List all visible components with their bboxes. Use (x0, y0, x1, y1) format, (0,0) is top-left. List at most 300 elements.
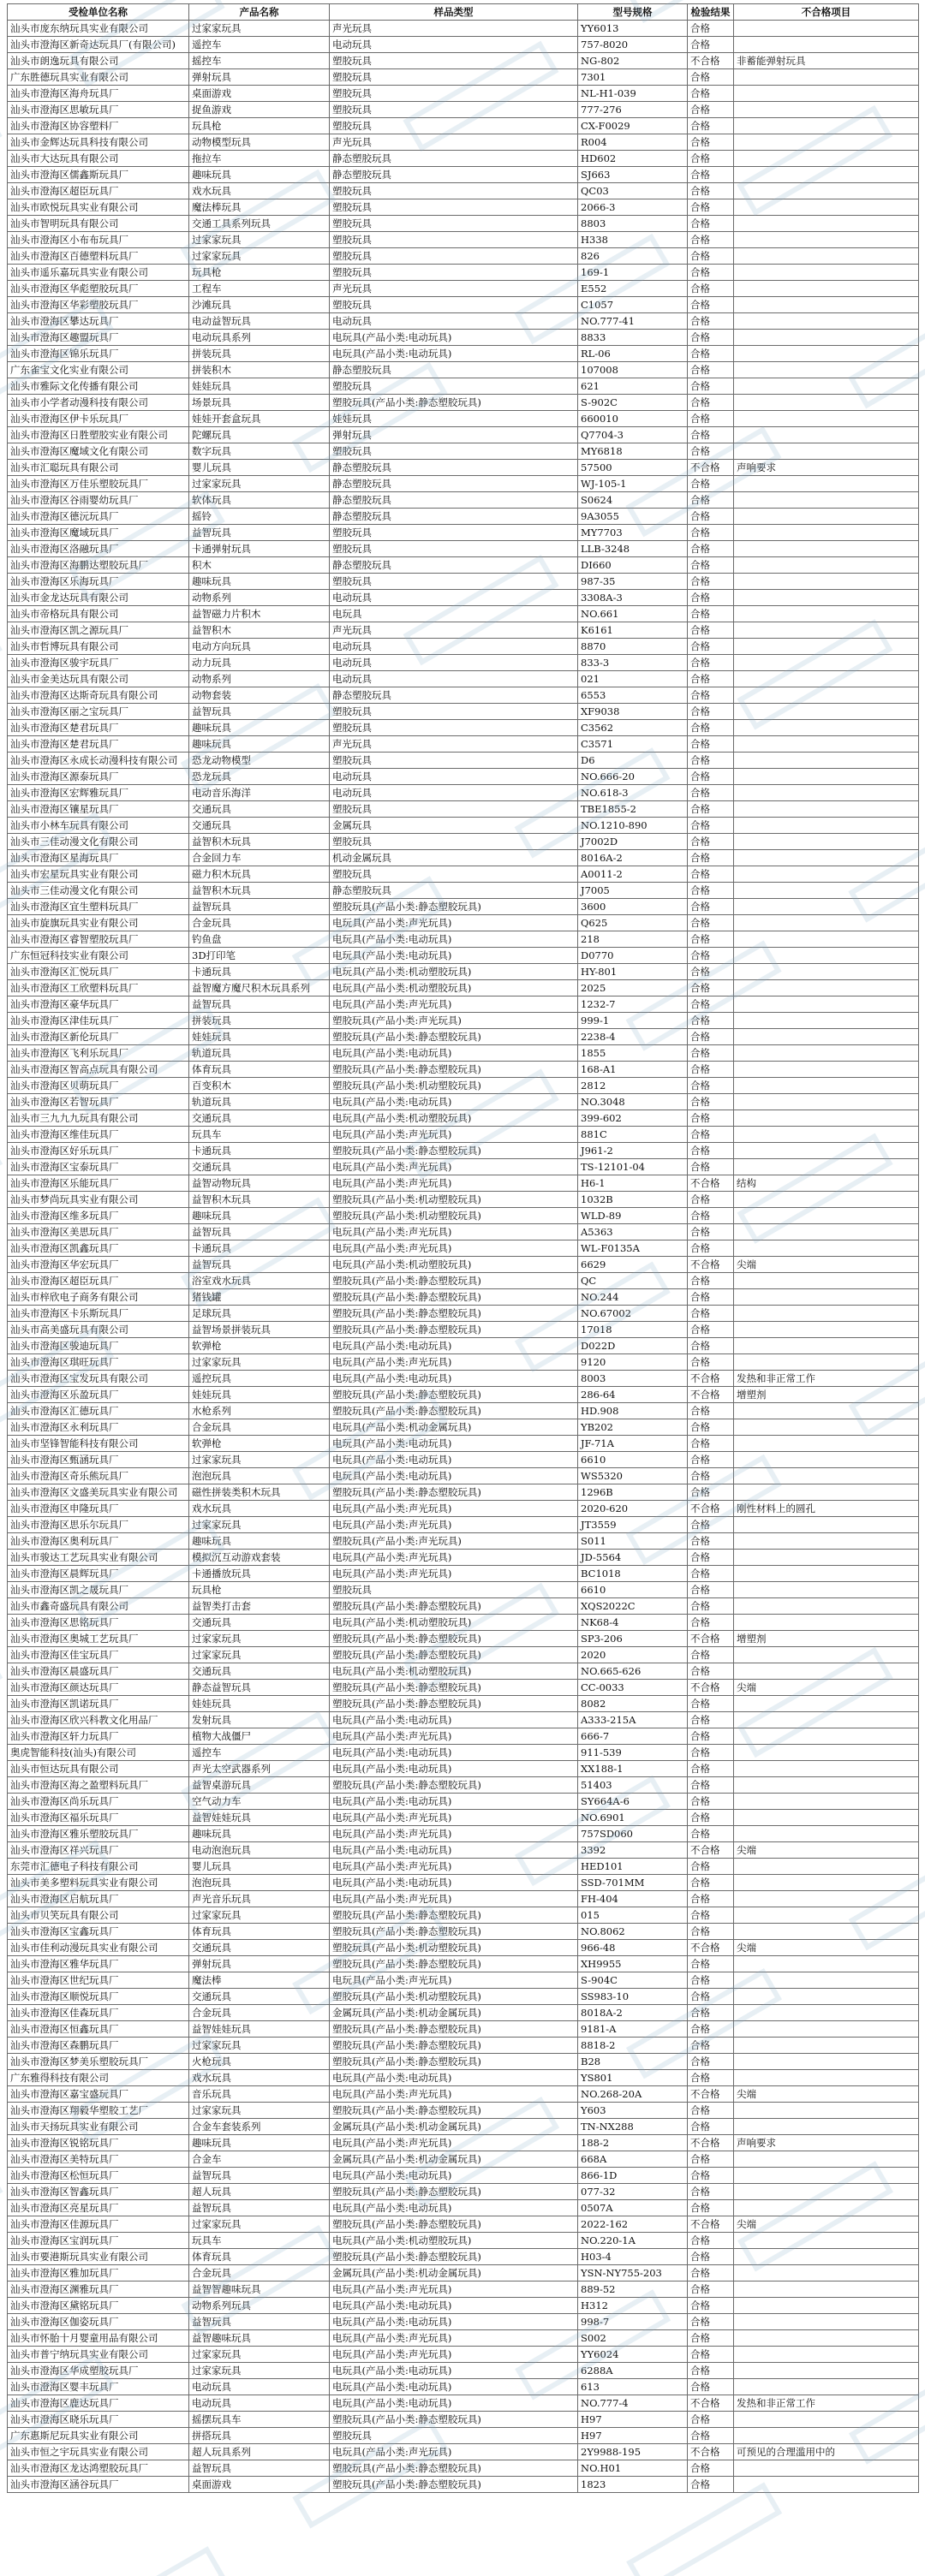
cell-company: 汕头市小林车玩具有限公司 (8, 818, 189, 834)
cell-model: YSN-NY755-203 (578, 2265, 688, 2282)
cell-company: 汕头市澄海区龙达鸿塑胶玩具厂 (8, 2460, 189, 2477)
cell-sample-type: 塑胶玩具(产品小类:静态塑胶玩具) (330, 1403, 578, 1419)
cell-result: 不合格 (688, 2395, 734, 2412)
cell-model: 621 (578, 378, 688, 395)
table-row (8, 2070, 919, 2086)
table-row (8, 86, 919, 102)
cell-sample-type: 电玩具(产品小类:声光玩具) (330, 915, 578, 931)
cell-sample-type: 塑胶玩具(产品小类:静态塑胶玩具) (330, 1598, 578, 1615)
cell-result: 合格 (688, 2103, 734, 2119)
cell-failed-items: 尖端 (734, 2086, 919, 2103)
cell-result: 合格 (688, 1907, 734, 1924)
cell-failed-items (734, 2412, 919, 2428)
table-row (8, 1663, 919, 1680)
cell-result: 合格 (688, 281, 734, 297)
cell-model: 757-8020 (578, 37, 688, 53)
cell-product: 桌面游戏 (189, 86, 330, 102)
cell-product: 超人玩具系列 (189, 2444, 330, 2460)
cell-sample-type: 塑胶玩具 (330, 183, 578, 199)
cell-model: 57500 (578, 460, 688, 476)
cell-sample-type: 塑胶玩具(产品小类:静态塑胶玩具) (330, 1777, 578, 1794)
cell-result: 合格 (688, 639, 734, 655)
table-row (8, 1989, 919, 2005)
cell-model: C3571 (578, 736, 688, 753)
cell-company: 汕头市澄海区美特玩具厂 (8, 2151, 189, 2168)
cell-model: 1855 (578, 1045, 688, 1062)
cell-failed-items (734, 622, 919, 639)
cell-sample-type: 塑胶玩具(产品小类:机动塑胶玩具) (330, 1989, 578, 2005)
cell-result: 不合格 (688, 1257, 734, 1273)
cell-sample-type: 电玩具(产品小类:声光玩具) (330, 1859, 578, 1875)
table-row (8, 53, 919, 69)
cell-failed-items (734, 2119, 919, 2135)
cell-company: 汕头市小学者动漫科技有限公司 (8, 395, 189, 411)
cell-sample-type: 电玩具(产品小类:声光玩具) (330, 1826, 578, 1842)
cell-sample-type: 塑胶玩具 (330, 720, 578, 736)
table-row (8, 1175, 919, 1192)
cell-sample-type: 塑胶玩具(产品小类:静态塑胶玩具) (330, 1631, 578, 1647)
cell-sample-type: 电玩具(产品小类:电动玩具) (330, 1452, 578, 1468)
table-row (8, 362, 919, 378)
cell-failed-items (734, 2282, 919, 2298)
cell-company: 汕头市澄海区若智玩具厂 (8, 1094, 189, 1110)
table-row (8, 248, 919, 265)
table-row (8, 1468, 919, 1484)
cell-failed-items (734, 2070, 919, 2086)
table-row (8, 1810, 919, 1826)
cell-company: 汕头市澄海区楚君玩具厂 (8, 720, 189, 736)
cell-model: Q625 (578, 915, 688, 931)
cell-product: 卡通玩具 (189, 964, 330, 980)
cell-result: 合格 (688, 1663, 734, 1680)
cell-company: 汕头市澄海区睿智塑胶玩具厂 (8, 931, 189, 948)
cell-product: 泡泡玩具 (189, 1875, 330, 1891)
cell-company: 汕头市梓欣电子商务有限公司 (8, 1289, 189, 1306)
cell-model: 2238-4 (578, 1029, 688, 1045)
cell-product: 趣味玩具 (189, 2135, 330, 2151)
cell-result: 合格 (688, 1712, 734, 1728)
cell-sample-type: 电玩具(产品小类:声光玩具) (330, 2086, 578, 2103)
table-row (8, 1712, 919, 1728)
cell-model: 881C (578, 1127, 688, 1143)
cell-model: MY7703 (578, 525, 688, 541)
cell-sample-type: 塑胶玩具(产品小类:静态塑胶玩具) (330, 2216, 578, 2233)
cell-model: E552 (578, 281, 688, 297)
cell-product: 猪钱罐 (189, 1289, 330, 1306)
cell-product: 过家家玩具 (189, 1907, 330, 1924)
cell-model: 999-1 (578, 1013, 688, 1029)
cell-failed-items (734, 753, 919, 769)
table-row (8, 2363, 919, 2379)
cell-result: 合格 (688, 1062, 734, 1078)
cell-product: 交通玩具 (189, 818, 330, 834)
cell-sample-type: 塑胶玩具 (330, 541, 578, 557)
cell-company: 汕头市澄海区甄涵玩具厂 (8, 1452, 189, 1468)
table-row (8, 1403, 919, 1419)
table-row (8, 199, 919, 216)
cell-model: NO.220-1A (578, 2233, 688, 2249)
cell-product: 合金回力车 (189, 850, 330, 866)
cell-company: 汕头市恒之宇玩具实业有限公司 (8, 2444, 189, 2460)
cell-product: 益智玩具 (189, 2200, 330, 2216)
table-row (8, 769, 919, 785)
table-row (8, 590, 919, 606)
cell-sample-type: 塑胶玩具(产品小类:机动塑胶玩具) (330, 1208, 578, 1224)
cell-model: C1057 (578, 297, 688, 313)
cell-model: 8818-2 (578, 2038, 688, 2054)
cell-product: 摇摆玩具车 (189, 2412, 330, 2428)
cell-model: YY6013 (578, 21, 688, 37)
cell-company: 广东雅得科技有限公司 (8, 2070, 189, 2086)
cell-company: 汕头市澄海区黛铭玩具厂 (8, 2298, 189, 2314)
cell-result: 合格 (688, 183, 734, 199)
cell-model: S011 (578, 1533, 688, 1550)
cell-sample-type: 塑胶玩具(产品小类:静态塑胶玩具) (330, 1062, 578, 1078)
cell-result: 合格 (688, 1989, 734, 2005)
table-row (8, 655, 919, 671)
cell-result: 不合格 (688, 460, 734, 476)
cell-model: XF9038 (578, 704, 688, 720)
cell-failed-items (734, 232, 919, 248)
cell-sample-type: 电动玩具 (330, 785, 578, 801)
table-row (8, 1013, 919, 1029)
cell-product: 益智积木玩具 (189, 883, 330, 899)
cell-sample-type: 电玩具(产品小类:声光玩具) (330, 1566, 578, 1582)
cell-sample-type: 塑胶玩具(产品小类:静态塑胶玩具) (330, 2021, 578, 2038)
cell-sample-type: 静态塑胶玩具 (330, 151, 578, 167)
cell-sample-type: 电动玩具 (330, 37, 578, 53)
cell-model: S-904C (578, 1972, 688, 1989)
cell-sample-type: 塑胶玩具 (330, 574, 578, 590)
cell-sample-type: 电玩具(产品小类:电动玩具) (330, 1094, 578, 1110)
cell-company: 汕头市澄海区攀达玩具厂 (8, 313, 189, 330)
table-row (8, 2477, 919, 2493)
cell-sample-type: 电玩具(产品小类:电动玩具) (330, 1712, 578, 1728)
cell-product: 交通玩具 (189, 1989, 330, 2005)
cell-failed-items (734, 2363, 919, 2379)
cell-failed-items: 发热和非正常工作 (734, 1371, 919, 1387)
cell-result: 合格 (688, 541, 734, 557)
cell-failed-items (734, 1354, 919, 1371)
cell-result: 合格 (688, 834, 734, 850)
cell-failed-items: 声响要求 (734, 2135, 919, 2151)
cell-result: 合格 (688, 1696, 734, 1712)
cell-company: 汕头市澄海区日胜塑胶实业有限公司 (8, 427, 189, 443)
cell-result: 合格 (688, 216, 734, 232)
cell-sample-type: 电玩具(产品小类:声光玩具) (330, 2135, 578, 2151)
cell-result: 合格 (688, 1127, 734, 1143)
cell-product: 过家家玩具 (189, 2216, 330, 2233)
cell-sample-type: 声光玩具 (330, 134, 578, 151)
cell-result: 合格 (688, 2298, 734, 2314)
cell-failed-items (734, 1696, 919, 1712)
cell-failed-items (734, 37, 919, 53)
table-row (8, 574, 919, 590)
cell-model: 107008 (578, 362, 688, 378)
cell-product: 软弹枪 (189, 1338, 330, 1354)
cell-failed-items (734, 1110, 919, 1127)
cell-failed-items (734, 443, 919, 460)
cell-company: 汕头市澄海区维多玩具厂 (8, 1208, 189, 1224)
cell-company: 汕头市澄海区世纪玩具厂 (8, 1972, 189, 1989)
cell-product: 益智趣味玩具 (189, 2330, 330, 2347)
cell-product: 电动玩具 (189, 2395, 330, 2412)
cell-company: 汕头市澄海区宝发玩具有限公司 (8, 1371, 189, 1387)
cell-failed-items (734, 1452, 919, 1468)
table-row (8, 1728, 919, 1745)
cell-result: 合格 (688, 265, 734, 281)
cell-result: 合格 (688, 1029, 734, 1045)
cell-result: 合格 (688, 346, 734, 362)
cell-failed-items: 尖端 (734, 1940, 919, 1956)
cell-product: 拼装玩具 (189, 1013, 330, 1029)
cell-product: 遥控车 (189, 37, 330, 53)
table-row (8, 606, 919, 622)
table-row (8, 2119, 919, 2135)
cell-model: WL-F0135A (578, 1240, 688, 1257)
cell-sample-type: 电玩具(产品小类:机动塑胶玩具) (330, 1257, 578, 1273)
table-row (8, 2412, 919, 2428)
cell-failed-items: 尖端 (734, 1680, 919, 1696)
cell-sample-type: 塑胶玩具(产品小类:静态塑胶玩具) (330, 1306, 578, 1322)
cell-model: 987-35 (578, 574, 688, 590)
table-row (8, 736, 919, 753)
cell-company: 汕头市澄海区华成塑胶玩具厂 (8, 2363, 189, 2379)
cell-result: 合格 (688, 1013, 734, 1029)
cell-product: 益智娃娃玩具 (189, 1810, 330, 1826)
cell-product: 工程车 (189, 281, 330, 297)
cell-sample-type: 塑胶玩具(产品小类:静态塑胶玩具) (330, 1143, 578, 1159)
cell-failed-items (734, 785, 919, 801)
table-row (8, 69, 919, 86)
cell-company: 汕头市澄海区工欣塑料玩具厂 (8, 980, 189, 996)
cell-company: 汕头市澄海区涵谷玩具厂 (8, 2477, 189, 2493)
cell-result: 合格 (688, 1322, 734, 1338)
cell-company: 汕头市三佳动漫文化有限公司 (8, 834, 189, 850)
cell-company: 汕头市澄海区梦美乐塑胶玩具厂 (8, 2054, 189, 2070)
cell-sample-type: 塑胶玩具(产品小类:静态塑胶玩具) (330, 1924, 578, 1940)
cell-result: 合格 (688, 931, 734, 948)
cell-company: 汕头市澄海区达斯奇玩具有限公司 (8, 687, 189, 704)
cell-company: 汕头市智明玩具有限公司 (8, 216, 189, 232)
cell-failed-items: 声响要求 (734, 460, 919, 476)
cell-model: 666-7 (578, 1728, 688, 1745)
cell-sample-type: 电玩具(产品小类:声光玩具) (330, 1728, 578, 1745)
cell-result: 合格 (688, 866, 734, 883)
cell-failed-items (734, 69, 919, 86)
cell-model: CX-F0029 (578, 118, 688, 134)
cell-model: TBE1855-2 (578, 801, 688, 818)
cell-failed-items (734, 2265, 919, 2282)
cell-result: 合格 (688, 1956, 734, 1972)
cell-company: 汕头市澄海区思敏玩具厂 (8, 102, 189, 118)
cell-result: 合格 (688, 736, 734, 753)
cell-company: 汕头市澄海区渊雅玩具厂 (8, 2282, 189, 2298)
cell-failed-items (734, 346, 919, 362)
cell-model: BC1018 (578, 1566, 688, 1582)
cell-product: 过家家玩具 (189, 1452, 330, 1468)
cell-model: SS983-10 (578, 1989, 688, 2005)
cell-model: JT3559 (578, 1517, 688, 1533)
table-row (8, 2216, 919, 2233)
cell-sample-type: 电玩具(产品小类:电动玩具) (330, 1875, 578, 1891)
cell-result: 合格 (688, 2233, 734, 2249)
cell-product: 拖拉车 (189, 151, 330, 167)
table-row (8, 1745, 919, 1761)
cell-company: 汕头市澄海区新奇达玩具厂(有限公司) (8, 37, 189, 53)
cell-sample-type: 静态塑胶玩具 (330, 362, 578, 378)
cell-result: 合格 (688, 2460, 734, 2477)
cell-result: 合格 (688, 1484, 734, 1501)
cell-failed-items (734, 1615, 919, 1631)
cell-model: H312 (578, 2298, 688, 2314)
cell-result: 合格 (688, 69, 734, 86)
cell-sample-type: 电玩具(产品小类:电动玩具) (330, 1045, 578, 1062)
table-row (8, 753, 919, 769)
cell-product: 恐龙动物模型 (189, 753, 330, 769)
cell-company: 汕头市旋旗玩具实业有限公司 (8, 915, 189, 931)
table-row (8, 1289, 919, 1306)
cell-product: 娃娃玩具 (189, 378, 330, 395)
cell-product: 静态益智玩具 (189, 1680, 330, 1696)
table-row (8, 1956, 919, 1972)
cell-result: 不合格 (688, 1680, 734, 1696)
cell-result: 合格 (688, 2168, 734, 2184)
cell-model: NO.244 (578, 1289, 688, 1306)
cell-product: 足球玩具 (189, 1306, 330, 1322)
cell-model: YY6024 (578, 2347, 688, 2363)
cell-failed-items (734, 948, 919, 964)
cell-sample-type: 塑胶玩具 (330, 199, 578, 216)
cell-product: 体育玩具 (189, 1062, 330, 1078)
cell-model: 6629 (578, 1257, 688, 1273)
cell-model: 218 (578, 931, 688, 948)
cell-model: NG-802 (578, 53, 688, 69)
cell-sample-type: 塑胶玩具(产品小类:静态塑胶玩具) (330, 1680, 578, 1696)
cell-result: 不合格 (688, 2444, 734, 2460)
cell-company: 汕头市澄海区凯鑫玩具厂 (8, 1240, 189, 1257)
cell-result: 合格 (688, 37, 734, 53)
cell-failed-items (734, 167, 919, 183)
table-row (8, 639, 919, 655)
cell-product: 陀螺玩具 (189, 427, 330, 443)
cell-company: 汕头市澄海区文盛美玩具实业有限公司 (8, 1484, 189, 1501)
cell-sample-type: 声光玩具 (330, 281, 578, 297)
cell-model: NO.777-41 (578, 313, 688, 330)
cell-failed-items (734, 687, 919, 704)
cell-company: 汕头市澄海区轩力玩具厂 (8, 1728, 189, 1745)
cell-model: HD.908 (578, 1403, 688, 1419)
cell-product: 卡通播放玩具 (189, 1566, 330, 1582)
table-row (8, 151, 919, 167)
cell-product: 钓鱼盘 (189, 931, 330, 948)
cell-model: XX188-1 (578, 1761, 688, 1777)
cell-model: FH-404 (578, 1891, 688, 1907)
cell-model: S0624 (578, 492, 688, 509)
cell-sample-type: 电玩具(产品小类:声光玩具) (330, 1127, 578, 1143)
cell-result: 合格 (688, 1192, 734, 1208)
cell-product: 益智玩具 (189, 1257, 330, 1273)
cell-product: 摇铃 (189, 509, 330, 525)
cell-failed-items (734, 1013, 919, 1029)
cell-company: 汕头市澄海区永成长动漫科技有限公司 (8, 753, 189, 769)
table-row (8, 948, 919, 964)
table-row (8, 1517, 919, 1533)
cell-result: 合格 (688, 1208, 734, 1224)
cell-product: 益智桌游玩具 (189, 1777, 330, 1794)
table-row (8, 557, 919, 574)
cell-model: D022D (578, 1338, 688, 1354)
table-row (8, 2038, 919, 2054)
cell-result: 合格 (688, 2119, 734, 2135)
cell-result: 合格 (688, 362, 734, 378)
cell-sample-type: 机动金属玩具 (330, 850, 578, 866)
cell-product: 戏水玩具 (189, 1501, 330, 1517)
cell-product: 婴儿玩具 (189, 460, 330, 476)
cell-company: 汕头市澄海区尚乐玩具厂 (8, 1794, 189, 1810)
cell-product: 婴儿玩具 (189, 1859, 330, 1875)
cell-model: XH9955 (578, 1956, 688, 1972)
table-row (8, 964, 919, 980)
cell-model: D0770 (578, 948, 688, 964)
cell-failed-items (734, 1484, 919, 1501)
cell-sample-type: 静态塑胶玩具 (330, 883, 578, 899)
cell-result: 合格 (688, 1647, 734, 1663)
cell-model: 188-2 (578, 2135, 688, 2151)
cell-result: 合格 (688, 1078, 734, 1094)
cell-company: 汕头市澄海区奥利玩具厂 (8, 1533, 189, 1550)
table-row (8, 1029, 919, 1045)
header-failed-items: 不合格项目 (734, 4, 919, 21)
cell-company: 广东惠斯尼玩具实业有限公司 (8, 2428, 189, 2444)
cell-product: 益智动物玩具 (189, 1175, 330, 1192)
cell-result: 合格 (688, 818, 734, 834)
table-row (8, 720, 919, 736)
cell-failed-items (734, 2314, 919, 2330)
cell-result: 合格 (688, 330, 734, 346)
cell-failed-items (734, 1972, 919, 1989)
cell-product: 场景玩具 (189, 395, 330, 411)
cell-company: 汕头市欧悦玩具实业有限公司 (8, 199, 189, 216)
cell-sample-type: 静态塑胶玩具 (330, 687, 578, 704)
cell-result: 合格 (688, 378, 734, 395)
cell-sample-type: 电玩具(产品小类:声光玩具) (330, 1810, 578, 1826)
cell-product: 超人玩具 (189, 2184, 330, 2200)
cell-product: 弹射玩具 (189, 69, 330, 86)
cell-model: 169-1 (578, 265, 688, 281)
cell-product: 火枪玩具 (189, 2054, 330, 2070)
cell-sample-type: 塑胶玩具(产品小类:静态塑胶玩具) (330, 395, 578, 411)
table-row (8, 834, 919, 850)
cell-company: 汕头市澄海区凯诺玩具厂 (8, 1696, 189, 1712)
cell-failed-items (734, 2460, 919, 2477)
table-row (8, 1940, 919, 1956)
cell-sample-type: 塑胶玩具 (330, 378, 578, 395)
table-row (8, 622, 919, 639)
table-row (8, 2151, 919, 2168)
cell-model: LLB-3248 (578, 541, 688, 557)
cell-product: 益智积木玩具 (189, 834, 330, 850)
table-row (8, 1127, 919, 1143)
cell-sample-type: 电玩具(产品小类:声光玩具) (330, 1972, 578, 1989)
cell-result: 合格 (688, 1273, 734, 1289)
cell-sample-type: 弹射玩具 (330, 427, 578, 443)
table-row (8, 1371, 919, 1387)
table-row (8, 2135, 919, 2151)
cell-product: 过家家玩具 (189, 1647, 330, 1663)
cell-company: 汕头市贝笑玩具有限公司 (8, 1907, 189, 1924)
cell-model: 0507A (578, 2200, 688, 2216)
